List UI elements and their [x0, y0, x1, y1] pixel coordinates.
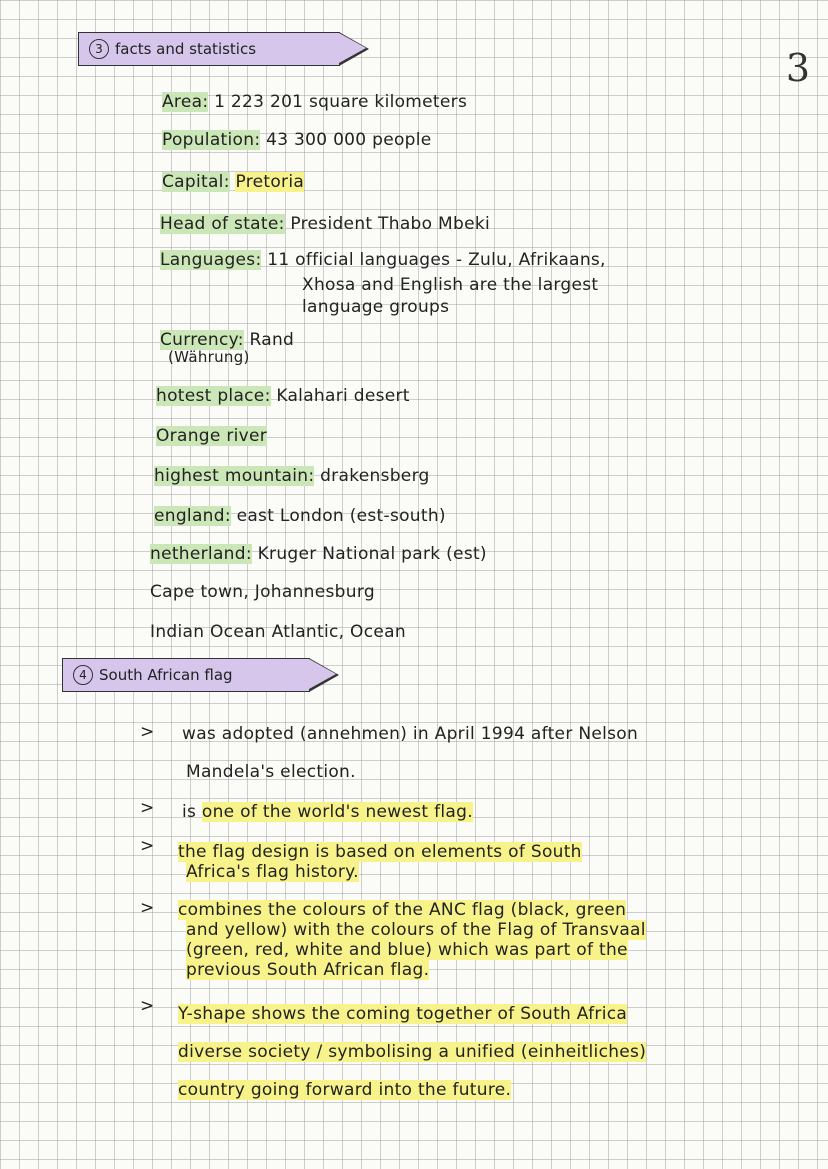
fact-river: Orange river — [156, 426, 268, 446]
bullet-2-line: is one of the world's newest flag. — [182, 802, 473, 822]
bullet-5-line-1: Y-shape shows the coming together of South Africa — [178, 1004, 628, 1024]
fact-hotest-place: hotest place: Kalahari desert — [156, 386, 410, 406]
bullet-marker: > — [140, 898, 155, 918]
bullet-5-line-3: country going forward into the future. — [178, 1080, 512, 1100]
fact-currency: Currency: Rand — [160, 330, 295, 350]
bullet-4-line-1: combines the colours of the ANC flag (black, green — [178, 900, 627, 920]
fact-languages-line2: Xhosa and English are the largest — [302, 275, 599, 295]
bullet-3-line-2: Africa's flag history. — [186, 862, 359, 882]
bullet-5-line-2: diverse society / symbolising a unified (einheitliches) — [178, 1042, 647, 1062]
section-3-header — [78, 32, 340, 66]
bullet-1-line-2: Mandela's election. — [186, 762, 356, 782]
fact-population: Population: 43 300 000 people — [162, 130, 432, 150]
bullet-3-line-1: the flag design is based on elements of South — [178, 842, 582, 862]
page-number: 3 — [785, 46, 810, 90]
fact-currency-note: (Währung) — [168, 348, 250, 366]
fact-highest-mountain: highest mountain: drakensberg — [154, 466, 430, 486]
section-4-title: South African flag — [99, 666, 233, 684]
bullet-marker: > — [140, 836, 155, 856]
bullet-4-line-2: and yellow) with the colours of the Flag of Transvaal — [186, 920, 646, 940]
bullet-1-line-1: was adopted (annehmen) in April 1994 after Nelson — [182, 724, 639, 744]
fact-england: england: east London (est-south) — [154, 506, 446, 526]
fact-languages: Languages: 11 official languages - Zulu, Afrikaans, — [160, 250, 606, 270]
bullet-4-line-4: previous South African flag. — [186, 960, 430, 980]
fact-capital: Capital: Pretoria — [162, 172, 305, 192]
bullet-marker: > — [140, 722, 155, 742]
fact-netherland: netherland: Kruger National park (est) — [150, 544, 487, 564]
bullet-marker: > — [140, 996, 155, 1016]
fact-area: Area: 1 223 201 square kilometers — [162, 92, 468, 112]
section-3-title: facts and statistics — [115, 40, 257, 58]
fact-head-of-state: Head of state: President Thabo Mbeki — [160, 214, 491, 234]
section-3-number: 3 — [89, 39, 109, 59]
fact-cities: Cape town, Johannesburg — [150, 582, 375, 602]
section-4-header — [62, 658, 310, 692]
bullet-marker: > — [140, 798, 155, 818]
fact-oceans: Indian Ocean Atlantic, Ocean — [150, 622, 406, 642]
bullet-4-line-3: (green, red, white and blue) which was part of the — [186, 940, 628, 960]
section-4-number: 4 — [73, 665, 93, 685]
fact-languages-line3: language groups — [302, 297, 450, 317]
